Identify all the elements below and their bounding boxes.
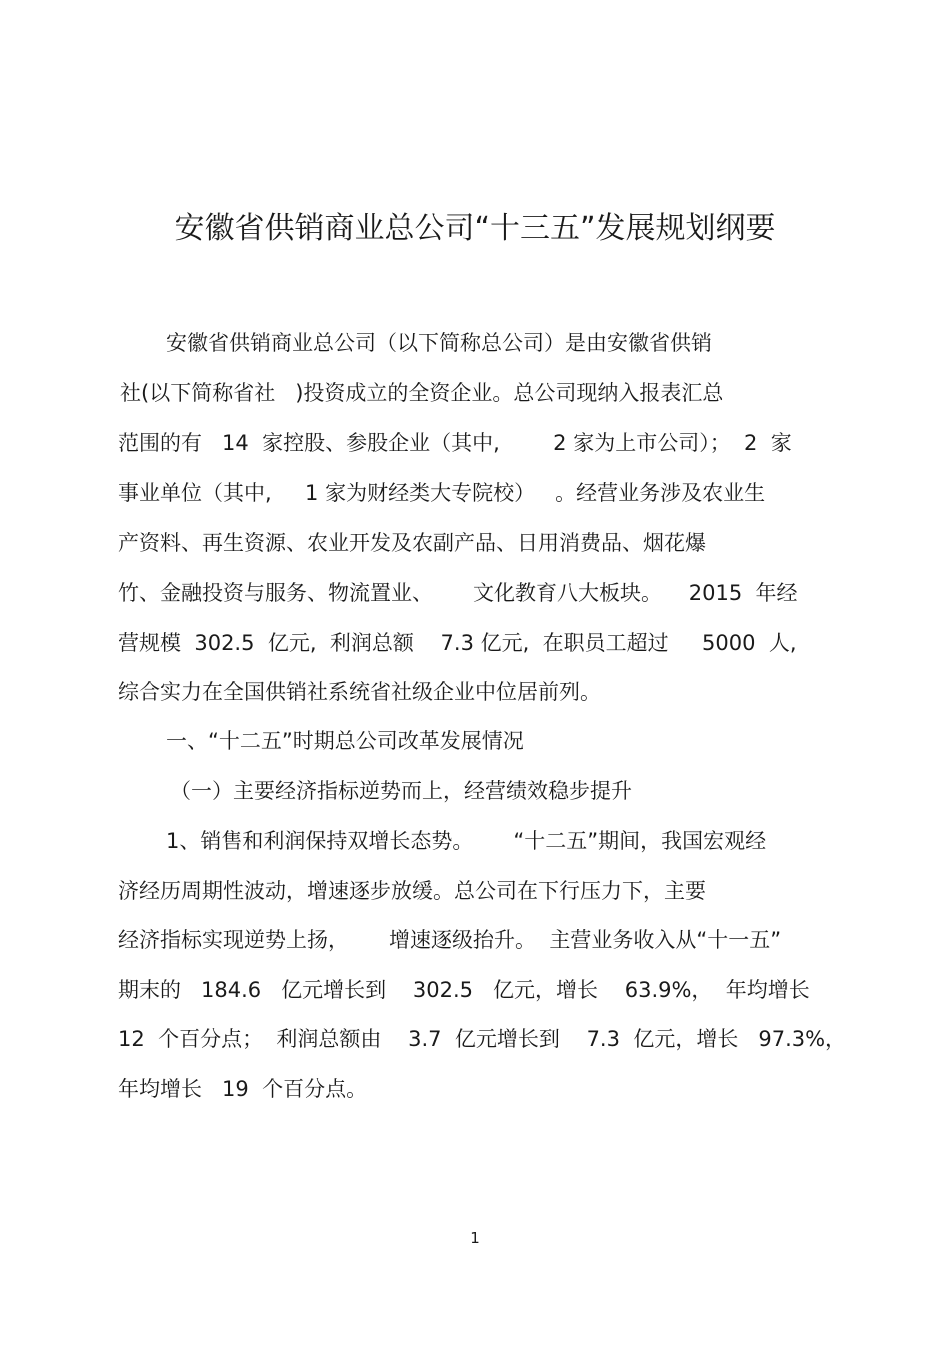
paragraph-line: 社(以下简称省社 )投资成立的全资企业。总公司现纳入报表汇总 — [120, 381, 724, 405]
paragraph-line: 竹、金融投资与服务、物流置业、 文化教育八大板块。 2015 年经 — [118, 581, 798, 605]
document-title: 安徽省供销商业总公司“十三五”发展规划纲要 — [174, 211, 776, 246]
paragraph-line: 1、销售和利润保持双增长态势。 “十二五”期间，我国宏观经 — [166, 829, 767, 853]
paragraph-line: 事业单位（其中, 1 家为财经类大专院校） 。经营业务涉及农业生 — [118, 481, 766, 505]
subsection-heading: （一）主要经济指标逆势而上，经营绩效稳步提升 — [170, 779, 632, 803]
paragraph-line: 12 个百分点； 利润总额由 3.7 亿元增长到 7.3 亿元，增长 97.3%， — [118, 1027, 847, 1051]
paragraph-line: 济经历周期性波动，增速逐步放缓。总公司在下行压力下，主要 — [118, 879, 706, 903]
paragraph-line: 产资料、再生资源、农业开发及农副产品、日用消费品、烟花爆 — [118, 531, 706, 555]
paragraph-line: 经济指标实现逆势上扬， 增速逐级抬升。 主营业务收入从“十一五” — [118, 928, 782, 952]
paragraph-line: 综合实力在全国供销社系统省社级企业中位居前列。 — [118, 680, 601, 704]
paragraph-line: 期末的 184.6 亿元增长到 302.5 亿元，增长 63.9%， 年均增长 — [118, 978, 810, 1002]
paragraph-line: 范围的有 14 家控股、参股企业（其中, 2 家为上市公司）； 2 家 — [118, 431, 792, 455]
paragraph-line: 安徽省供销商业总公司（以下简称总公司）是由安徽省供销 — [166, 331, 712, 355]
page-number: 1 — [470, 1229, 480, 1247]
section-heading: 一、“十二五”时期总公司改革发展情况 — [166, 729, 524, 753]
paragraph-line: 年均增长 19 个百分点。 — [118, 1077, 368, 1101]
paragraph-line: 营规模 302.5 亿元, 利润总额 7.3 亿元, 在职员工超过 5000 人, — [118, 631, 797, 655]
